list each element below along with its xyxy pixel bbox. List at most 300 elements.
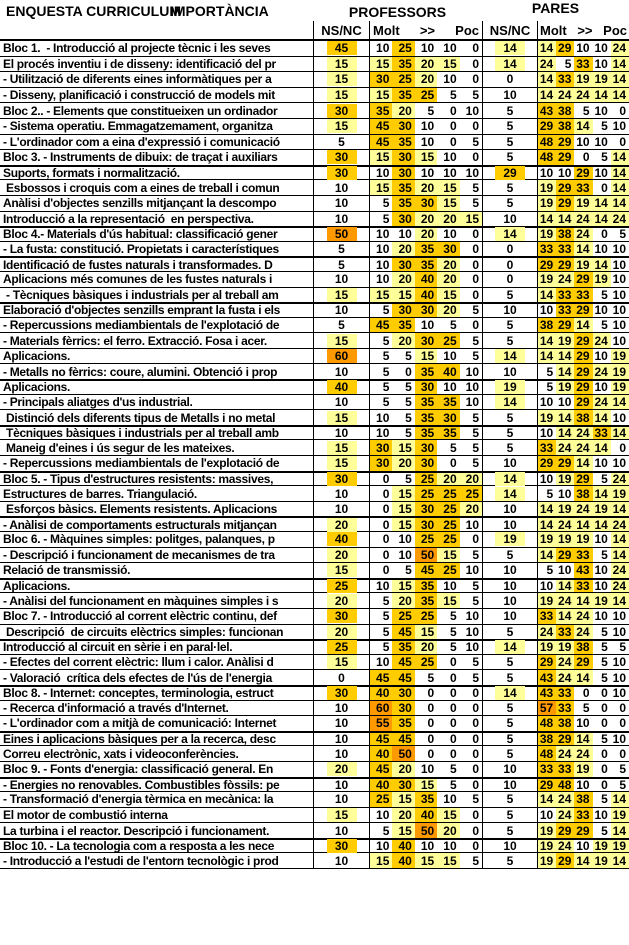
prof-nsnc-value: 15 <box>327 411 357 425</box>
pares-nsnc-cell <box>482 212 537 227</box>
prof-value-cell: 30 <box>415 440 437 455</box>
pares-value-cell: 24 <box>593 364 611 379</box>
prof-value-cell: 10 <box>376 839 390 854</box>
pares-nsnc-cell <box>482 242 537 257</box>
table-row <box>0 349 629 365</box>
pares-values-group <box>537 853 629 868</box>
pares-value-cell: 33 <box>556 304 574 317</box>
prof-values-group <box>369 641 482 654</box>
prof-value-cell: 35 <box>392 135 414 150</box>
prof-value-cell: 35 <box>392 180 414 195</box>
prof-value-cell: 50 <box>392 746 414 761</box>
prof-value-cell: 10 <box>420 41 435 56</box>
pares-value-cell: 5 <box>601 150 608 165</box>
prof-nsnc-value: 10 <box>334 853 349 868</box>
pares-nsnc-value: 5 <box>506 134 514 149</box>
pares-value-cell: 5 <box>601 670 608 685</box>
prof-value-cell: 0 <box>427 686 435 701</box>
pares-value-cell: 10 <box>594 303 608 318</box>
pares-values-group <box>537 212 629 227</box>
pares-value-cell: 14 <box>611 167 629 180</box>
pares-value-cell: 5 <box>582 103 590 118</box>
pares-value-cell: 10 <box>594 380 608 395</box>
table-row <box>0 716 629 732</box>
prof-value-cell: 5 <box>382 303 390 318</box>
pares-value-cell: 19 <box>538 823 556 838</box>
pares-nsnc-cell <box>482 180 537 195</box>
pares-value-cell: 19 <box>538 228 556 241</box>
prof-value-cell: 30 <box>392 304 414 317</box>
pares-nsnc-cell <box>482 609 537 624</box>
pares-value-cell: 14 <box>611 395 629 410</box>
prof-value-cell: 20 <box>392 808 414 823</box>
row-label: - Energies no renovables. Combustibles fòssils: pe <box>3 777 280 792</box>
prof-value-cell: 10 <box>465 640 480 655</box>
pares-value-cell: 38 <box>556 716 574 731</box>
pares-values-group <box>537 580 629 593</box>
table-row <box>0 639 629 655</box>
pares-nsnc-value: 5 <box>506 746 514 761</box>
pares-value-cell: 10 <box>594 242 608 257</box>
pares-value-cell: 19 <box>538 410 556 425</box>
prof-values-group <box>369 57 482 72</box>
prof-values-group <box>369 88 482 103</box>
pares-value-cell: 5 <box>601 732 608 747</box>
table-row <box>0 165 629 181</box>
row-label: - La fusta: constitució. Propietats i característiques <box>3 242 279 257</box>
pares-value-cell: 24 <box>574 228 592 241</box>
prof-value-cell: 0 <box>382 502 390 517</box>
pares-value-cell: 48 <box>538 746 556 761</box>
prof-value-cell: 0 <box>472 72 480 87</box>
pares-values-group <box>537 272 629 287</box>
table-row <box>0 823 629 839</box>
prof-value-cell: 15 <box>392 580 414 593</box>
prof-nsnc-value: 10 <box>334 196 349 211</box>
pares-value-cell: 29 <box>556 318 574 333</box>
pares-nsnc-value: 0 <box>506 242 514 257</box>
pares-value-cell: 0 <box>601 686 608 701</box>
pares-value-cell: 10 <box>558 486 572 501</box>
prof-value-cell: 0 <box>472 762 480 777</box>
pares-value-cell: 14 <box>574 318 592 333</box>
prof-nsnc-value: 10 <box>334 746 349 761</box>
prof-nsnc-cell <box>313 456 369 471</box>
table-row <box>0 808 629 824</box>
pares-nsnc-value: 5 <box>506 410 514 425</box>
prof-nsnc-value: 15 <box>327 57 357 71</box>
prof-nsnc-value: 10 <box>334 272 349 287</box>
pares-nsnc-value: 5 <box>506 317 514 332</box>
pares-value-cell: 14 <box>593 518 611 531</box>
pares-value-cell: 14 <box>574 242 592 257</box>
prof-nsnc-cell <box>313 840 369 853</box>
prof-value-cell: 0 <box>472 746 480 761</box>
pares-nsnc-cell <box>482 349 537 364</box>
prof-values-group <box>369 135 482 150</box>
prof-values-group <box>369 333 482 348</box>
pares-value-cell: 19 <box>593 840 611 853</box>
prof-value-cell: 0 <box>427 716 435 731</box>
pares-value-cell: 24 <box>556 518 574 531</box>
pares-values-group <box>537 733 629 746</box>
prof-nsnc-value: 10 <box>334 823 349 838</box>
prof-value-cell: 0 <box>472 732 480 747</box>
row-label: Tècniques bàsiques i industrials per al treball amb <box>3 426 279 441</box>
pares-nsnc-cell <box>482 532 537 547</box>
professors-group-heading: PROFESSORS <box>348 4 447 20</box>
pares-value-cell: 10 <box>594 532 608 547</box>
prof-value-cell: 0 <box>472 839 480 854</box>
prof-value-cell: 20 <box>392 762 414 777</box>
header-row-titles <box>0 0 629 21</box>
pares-values-group <box>537 180 629 195</box>
row-label: Aplicacions més comunes de les fustes naturals i <box>3 272 273 287</box>
prof-value-cell: 5 <box>472 303 480 318</box>
pares-value-cell: 48 <box>556 779 574 792</box>
prof-value-cell: 40 <box>392 840 414 853</box>
pares-value-cell: 10 <box>594 456 608 471</box>
prof-value-cell: 5 <box>405 410 412 425</box>
table-row <box>0 532 629 548</box>
prof-value-cell: 30 <box>370 72 392 87</box>
pares-value-cell: 10 <box>539 166 554 181</box>
table-row <box>0 762 629 778</box>
pares-values-group <box>537 103 629 118</box>
pares-values-group <box>537 548 629 563</box>
pares-value-cell: 57 <box>538 701 556 716</box>
prof-value-cell: 30 <box>415 456 437 471</box>
pares-value-cell: 24 <box>556 808 574 823</box>
pares-nsnc-cell <box>482 364 537 379</box>
pares-nsnc-cell <box>482 670 537 685</box>
pares-value-cell: 29 <box>538 779 556 792</box>
prof-values-group <box>369 473 482 486</box>
pares-value-cell: 29 <box>556 823 574 838</box>
prof-nsnc-cell <box>313 180 369 195</box>
prof-value-cell: 45 <box>392 655 414 670</box>
pares-value-cell: 0 <box>619 716 627 731</box>
prof-nsnc-cell <box>313 701 369 716</box>
prof-value-cell: 10 <box>376 227 390 242</box>
prof-nsnc-cell <box>313 473 369 486</box>
pares-value-cell: 10 <box>594 609 608 624</box>
prof-value-cell: 5 <box>449 640 457 655</box>
prof-value-cell: 5 <box>472 88 480 103</box>
table-row <box>0 242 629 258</box>
pares-value-cell: 19 <box>593 72 611 87</box>
prof-values-group <box>369 41 482 56</box>
pares-nsnc-cell <box>482 473 537 486</box>
pares-values-group <box>537 502 629 517</box>
prof-value-cell: 0 <box>472 700 480 715</box>
pares-value-cell: 33 <box>574 57 592 72</box>
row-label: Aplicacions. <box>3 380 71 395</box>
prof-value-cell: 0 <box>472 227 480 242</box>
pares-nsnc-cell <box>482 746 537 761</box>
prof-value-cell: 0 <box>472 777 480 792</box>
prof-values-group <box>369 318 482 333</box>
pares-value-cell: 0 <box>601 716 608 731</box>
prof-value-cell: 0 <box>472 686 480 701</box>
row-label: - Valoració crítica dels efectes de l'ús de l'energia <box>3 670 272 685</box>
pares-value-cell: 29 <box>538 655 556 670</box>
table-row <box>0 548 629 564</box>
prof-value-cell: 25 <box>392 609 414 624</box>
table-row <box>0 731 629 747</box>
prof-value-cell: 25 <box>437 502 459 517</box>
nsnc-label: NS/NC <box>489 22 531 38</box>
prof-nsnc-value: 10 <box>334 303 349 318</box>
prof-value-cell: 20 <box>415 228 437 241</box>
pares-nsnc-cell <box>482 701 537 716</box>
pares-value-cell: 5 <box>546 563 554 578</box>
pares-value-cell: 33 <box>574 808 592 823</box>
prof-values-group <box>369 486 482 501</box>
pares-values-group <box>537 456 629 471</box>
pares-nsnc-value: 14 <box>495 686 525 700</box>
pares-value-cell: 24 <box>538 57 556 72</box>
prof-values-group <box>369 167 482 180</box>
pares-value-cell: 10 <box>594 56 608 71</box>
prof-nsnc-value: 10 <box>334 700 349 715</box>
prof-value-cell: 5 <box>472 670 480 685</box>
pares-nsnc-cell <box>482 687 537 700</box>
prof-values-group <box>369 364 482 379</box>
prof-value-cell: 20 <box>415 57 437 72</box>
table-row <box>0 593 629 609</box>
molt-label: Molt <box>373 22 400 38</box>
prof-nsnc-cell <box>313 242 369 257</box>
pares-value-cell: 10 <box>539 579 554 594</box>
pares-nsnc-value: 5 <box>506 807 514 822</box>
pares-nsnc-cell <box>482 228 537 241</box>
prof-nsnc-cell <box>313 792 369 807</box>
prof-value-cell: 0 <box>449 716 457 731</box>
pares-value-cell: 19 <box>611 349 629 364</box>
row-label: Anàlisi d'objectes senzills mitjançant la descompo <box>3 196 277 211</box>
prof-value-cell: 20 <box>415 641 437 654</box>
prof-values-group <box>369 304 482 317</box>
table-row <box>0 150 629 166</box>
pares-value-cell: 10 <box>612 119 627 134</box>
pares-value-cell: 29 <box>556 548 574 563</box>
table-row <box>0 777 629 793</box>
pares-value-cell: 24 <box>574 440 592 455</box>
pares-value-cell: 24 <box>574 609 592 624</box>
pares-value-cell: 19 <box>611 486 629 501</box>
pares-values-group <box>537 823 629 838</box>
pares-value-cell: 19 <box>556 502 574 517</box>
prof-nsnc-value: 30 <box>327 839 357 853</box>
table-row <box>0 746 629 762</box>
pares-value-cell: 14 <box>574 670 592 685</box>
prof-value-cell: 0 <box>472 41 480 56</box>
prof-nsnc-cell <box>313 823 369 838</box>
table-row <box>0 701 629 717</box>
prof-value-cell: 25 <box>392 72 414 87</box>
prof-nsnc-cell <box>313 716 369 731</box>
table-row <box>0 609 629 625</box>
row-label: Aplicacions. <box>3 579 71 594</box>
pares-value-cell: 0 <box>619 746 627 761</box>
table-row <box>0 410 629 426</box>
pares-values-group <box>537 486 629 501</box>
prof-value-cell: 0 <box>449 670 457 685</box>
prof-value-cell: 5 <box>449 88 457 103</box>
row-label: - Transformació d'energia tèrmica en mecànica: la <box>3 792 274 807</box>
pares-nsnc-cell <box>482 840 537 853</box>
pares-value-cell: 24 <box>574 746 592 761</box>
pares-nsnc-value: 5 <box>506 732 514 747</box>
prof-value-cell: 10 <box>398 227 412 242</box>
prof-value-cell: 10 <box>420 839 435 854</box>
pares-value-cell: 10 <box>612 272 627 287</box>
pares-value-cell: 10 <box>612 670 627 685</box>
pares-nsnc-value: 5 <box>506 624 514 639</box>
pares-nsnc-cell <box>482 57 537 72</box>
prof-value-cell: 30 <box>370 440 392 455</box>
pares-nsnc-cell <box>482 641 537 654</box>
prof-value-cell: 5 <box>382 640 390 655</box>
pares-value-cell: 14 <box>611 532 629 547</box>
prof-value-cell: 15 <box>392 823 414 838</box>
pares-value-cell: 10 <box>539 471 554 486</box>
table-row <box>0 655 629 671</box>
pares-value-cell: 29 <box>556 196 574 211</box>
pares-value-cell: 29 <box>556 41 574 56</box>
pares-value-cell: 5 <box>546 364 554 379</box>
prof-value-cell: 40 <box>415 288 437 303</box>
prof-value-cell: 0 <box>472 150 480 165</box>
pares-value-cell: 5 <box>582 700 590 715</box>
prof-nsnc-cell <box>313 119 369 134</box>
pares-values-group <box>537 167 629 180</box>
prof-value-cell: 10 <box>376 41 390 56</box>
pares-nsnc-value: 5 <box>506 103 514 118</box>
pares-nsnc-cell <box>482 395 537 410</box>
pares-nsnc-value: 14 <box>495 227 525 241</box>
prof-value-cell: 30 <box>370 456 392 471</box>
pares-values-group <box>537 318 629 333</box>
pares-value-cell: 33 <box>556 72 574 87</box>
prof-values-group <box>369 840 482 853</box>
prof-nsnc-value: 10 <box>334 502 349 517</box>
table-row <box>0 88 629 104</box>
pares-value-cell: 33 <box>556 288 574 303</box>
pares-nsnc-value: 5 <box>506 287 514 302</box>
prof-nsnc-cell <box>313 593 369 608</box>
prof-value-cell: 5 <box>472 655 480 670</box>
prof-value-cell: 25 <box>437 532 459 547</box>
pares-values-group <box>537 427 629 440</box>
prof-value-cell: 15 <box>437 808 459 823</box>
table-row <box>0 456 629 472</box>
pares-nsnc-value: 10 <box>503 563 517 578</box>
prof-nsnc-cell <box>313 502 369 517</box>
prof-value-cell: 40 <box>370 779 392 792</box>
prof-values-group <box>369 258 482 271</box>
prof-value-cell: 0 <box>472 823 480 838</box>
pares-value-cell: 19 <box>593 272 611 287</box>
prof-values-group <box>369 580 482 593</box>
pares-value-cell: 29 <box>574 304 592 317</box>
pares-nsnc-cell <box>482 88 537 103</box>
pares-value-cell: 5 <box>601 119 608 134</box>
table-row <box>0 212 629 228</box>
pares-values-group <box>537 440 629 455</box>
pares-value-cell: 14 <box>611 792 629 807</box>
pares-value-cell: 0 <box>601 180 608 195</box>
row-label: Bloc 3. - Instruments de dibuix: de traçat i auxiliars <box>3 150 278 165</box>
prof-value-cell: 10 <box>376 426 390 441</box>
prof-values-group <box>369 119 482 134</box>
prof-value-cell: 0 <box>449 655 457 670</box>
table-row <box>0 471 629 487</box>
pares-value-cell: 14 <box>538 41 556 56</box>
pares-nsnc-value: 19 <box>495 380 525 394</box>
prof-values-group <box>369 733 482 746</box>
pares-values-group <box>537 395 629 410</box>
pares-value-cell: 19 <box>556 473 574 486</box>
prof-value-cell: 35 <box>415 580 437 593</box>
prof-value-cell: 45 <box>392 670 414 685</box>
pares-value-cell: 10 <box>612 257 627 272</box>
table-row <box>0 379 629 395</box>
pares-nsnc-value: 0 <box>506 272 514 287</box>
prof-value-cell: 0 <box>472 532 480 547</box>
pares-value-cell: 5 <box>601 655 608 670</box>
prof-nsnc-cell <box>313 532 369 547</box>
pares-value-cell: 14 <box>611 853 629 868</box>
pares-value-cell: 29 <box>556 180 574 195</box>
prof-nsnc-value: 10 <box>334 394 349 409</box>
pares-value-cell: 19 <box>538 593 556 608</box>
prof-value-cell: 10 <box>443 380 457 395</box>
prof-value-cell: 25 <box>415 655 437 670</box>
pares-value-cell: 14 <box>538 518 556 531</box>
prof-value-cell: 10 <box>420 317 435 332</box>
table-row <box>0 792 629 808</box>
table-row <box>0 288 629 304</box>
pares-values-group <box>537 792 629 807</box>
prof-value-cell: 5 <box>472 792 480 807</box>
pares-value-cell: 10 <box>612 410 627 425</box>
pares-nsnc-cell <box>482 779 537 792</box>
pares-value-cell: 0 <box>601 746 608 761</box>
professors-nsnc-header <box>313 21 369 39</box>
pares-value-cell: 14 <box>611 72 629 87</box>
prof-nsnc-value: 10 <box>334 211 349 226</box>
pares-nsnc-value: 5 <box>506 150 514 165</box>
pares-values-group <box>537 762 629 777</box>
pares-value-cell: 33 <box>556 762 574 777</box>
prof-nsnc-value: 40 <box>327 380 357 394</box>
table-row <box>0 302 629 318</box>
pares-value-cell: 14 <box>556 427 574 440</box>
pares-value-cell: 14 <box>611 502 629 517</box>
importancia-heading: IMPORTÀNCIA <box>170 3 269 19</box>
pares-value-cell: 19 <box>574 196 592 211</box>
pares-nsnc-cell <box>482 135 537 150</box>
prof-value-cell: 5 <box>449 624 457 639</box>
prof-value-cell: 40 <box>437 364 459 379</box>
prof-value-cell: 5 <box>472 456 480 471</box>
pares-value-cell: 10 <box>594 166 608 181</box>
pares-value-cell: 29 <box>538 456 556 471</box>
prof-value-cell: 10 <box>465 394 480 409</box>
nsnc-label: NS/NC <box>321 22 362 38</box>
